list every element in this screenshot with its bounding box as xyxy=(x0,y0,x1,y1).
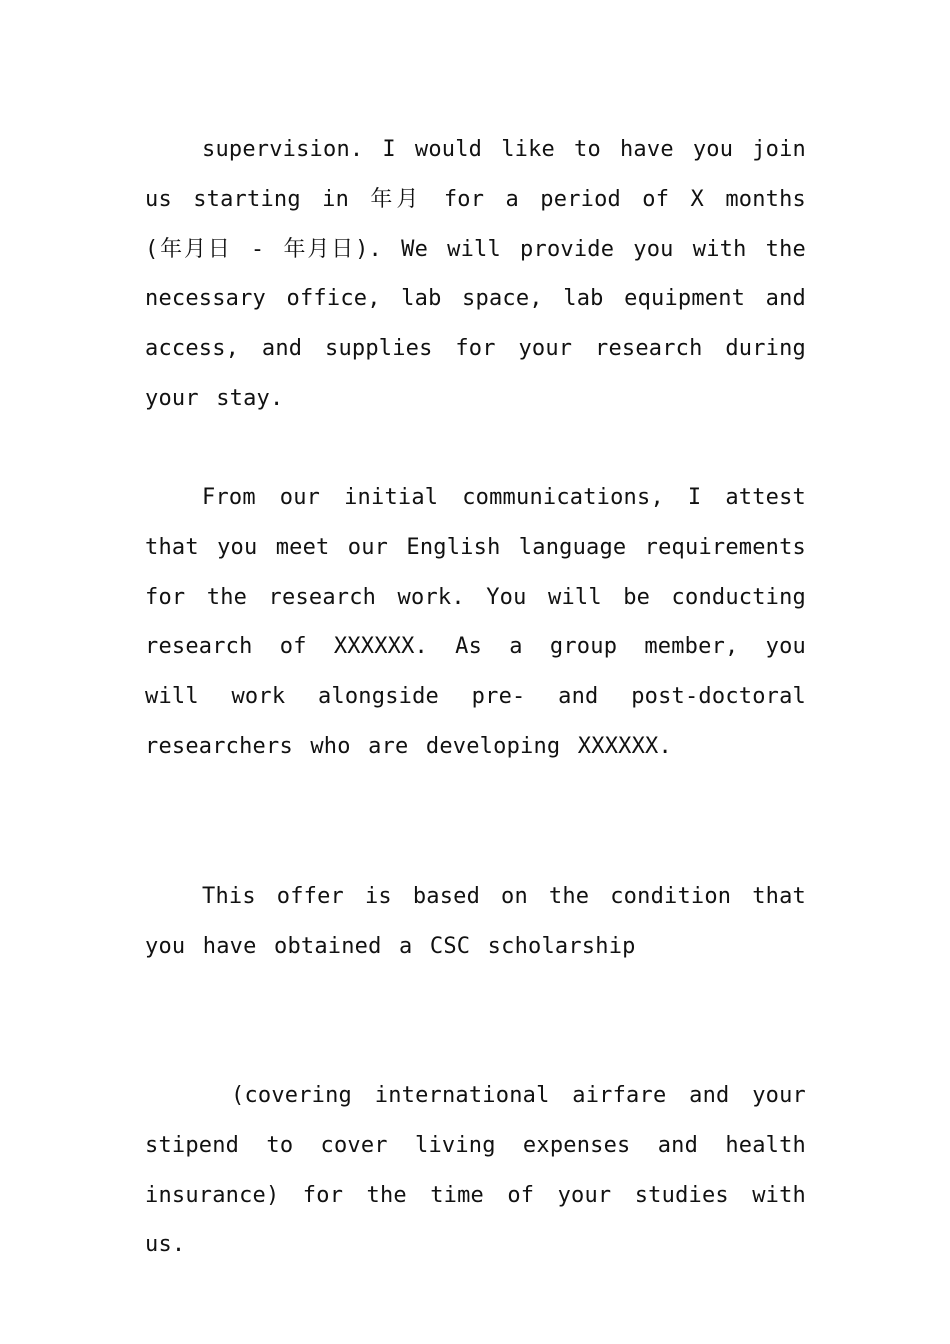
paragraph-language-requirements: From our initial communications, I attest that you meet our English language requirements for the research work. You will be conducting research of XXXXXX. As a group member, you will work alongside pre- and post-doctoral researchers who are developing XXXXXX. xyxy=(145,485,806,759)
paragraph-supervision: supervision. I would like to have you join us starting in 年月 for a period of X months (年月日 - 年月日). We will provide you with the necessary office, lab space, lab equipment and access, and supplies for your research during your stay. xyxy=(145,137,806,411)
paragraph-scholarship-coverage: (covering international airfare and your stipend to cover living expenses and health insurance) for the time of your studies with us. xyxy=(145,1083,806,1258)
paragraph-scholarship-condition: This offer is based on the condition that you have obtained a CSC scholarship xyxy=(145,884,806,959)
